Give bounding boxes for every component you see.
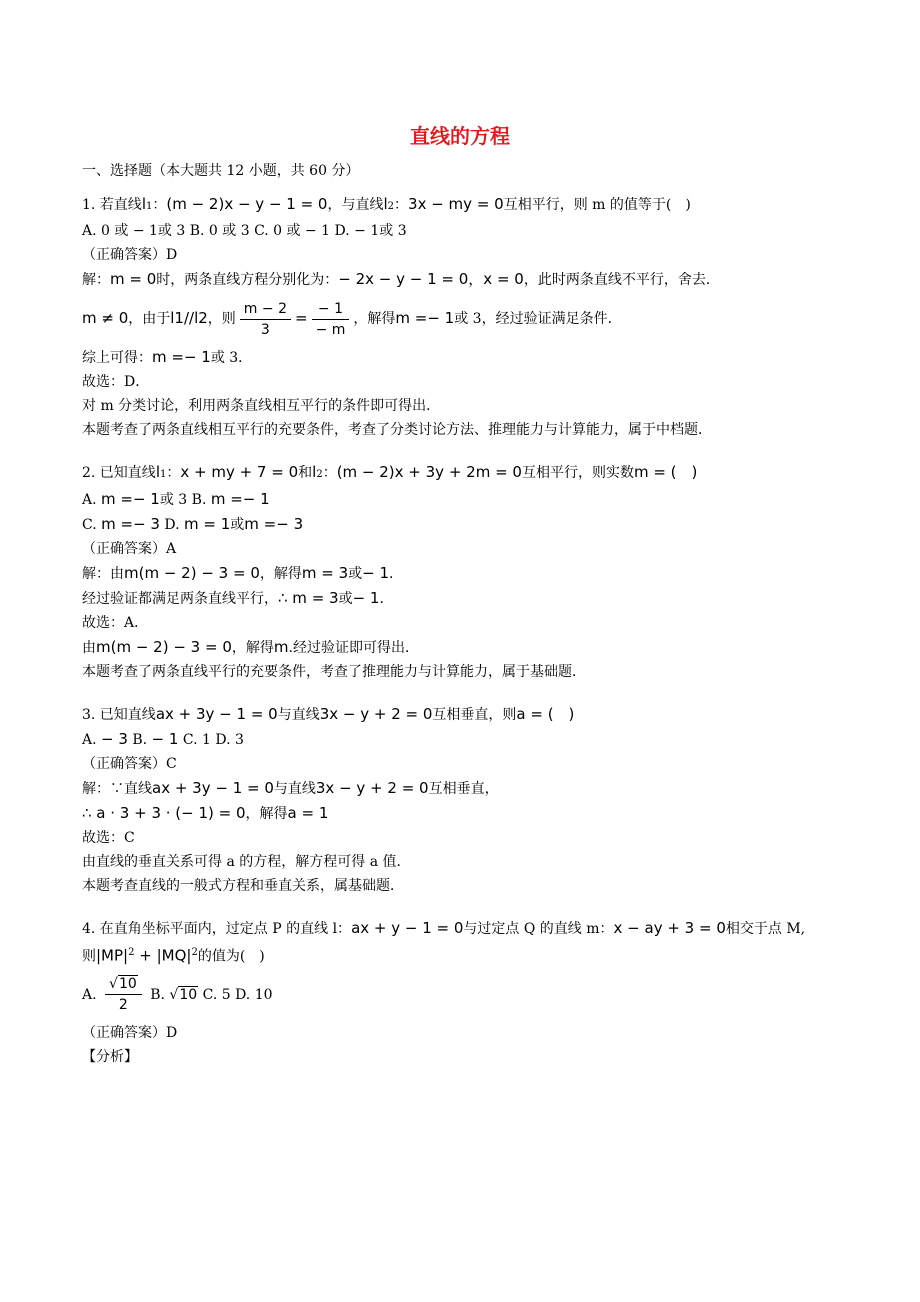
stem-text: 3. 已知直线 [82, 707, 156, 723]
equation: (m − 2)x − y − 1 = 0 [166, 195, 328, 213]
solution-line: 故选：C [82, 830, 135, 846]
equals-sign: = [294, 309, 308, 327]
stem-text: ： [152, 197, 167, 213]
stem-text: 互相平行，则实数 [521, 465, 634, 481]
square-root: √10 [169, 986, 198, 1003]
section-header: 一、选择题（本大题共 12 小题，共 60 分） [82, 163, 360, 179]
stem-text: ： [166, 465, 181, 481]
text: ． [379, 591, 394, 607]
question-3-options [82, 727, 852, 752]
text: 解：由 [82, 566, 124, 582]
equation: |MP| [96, 946, 129, 965]
text: .经过验证即可得出． [288, 640, 419, 656]
fraction [240, 299, 291, 340]
question-3-stem [82, 702, 852, 727]
equation: + |MQ| [134, 946, 192, 965]
text: 或 3，经过验证满足条件． [454, 311, 622, 327]
question-3-answer: （正确答案）C [82, 756, 177, 772]
question-2-answer: （正确答案）A [82, 541, 177, 557]
line-subscript: 1 [159, 469, 167, 480]
text: 或 [230, 517, 245, 533]
equation: (m − 2)x + 3y + 2m = 0 [336, 463, 522, 481]
solution-line: 由直线的垂直关系可得 a 的方程，解方程可得 a 值． [82, 854, 411, 870]
solution-line: 本题考查了两条直线平行的充要条件，考查了推理能力与计算能力，属于基础题． [82, 664, 586, 680]
solution-line: 本题考查直线的一般式方程和垂直关系，属基础题． [82, 878, 404, 894]
question-2-options-cd [82, 512, 852, 537]
equation: m =− 1 [210, 490, 270, 508]
text: 或 [348, 566, 363, 582]
option-label: A. [82, 732, 102, 748]
equation: a = 1 [287, 804, 329, 822]
option-label: B. [145, 986, 170, 1003]
text: 或 3． [210, 350, 253, 366]
solution-line [82, 292, 852, 345]
question-2-stem [82, 460, 852, 487]
option-label: C. 1 D. 3 [178, 732, 244, 748]
equation: m ≠ 0 [82, 309, 129, 327]
fraction-denominator: − m [315, 321, 346, 338]
text: ，解得 [353, 311, 396, 327]
stem-text: 与直线 [277, 707, 320, 723]
equation: m =− 1 [395, 309, 455, 327]
option-label: A. [82, 492, 102, 508]
fraction-denominator: 2 [118, 997, 128, 1014]
question-3 [82, 702, 852, 898]
question-4-answer: （正确答案）D [82, 1024, 178, 1041]
question-2 [82, 460, 852, 684]
equation: m = 1 [184, 515, 231, 533]
equation: m [273, 638, 289, 656]
equation: − 1 [151, 730, 179, 748]
question-2-options-ab [82, 487, 852, 512]
stem-text: ： [394, 197, 409, 213]
question-1 [82, 192, 852, 442]
equation: − 1 [352, 589, 380, 607]
text: 经过验证都满足两条直线平行， [82, 591, 278, 607]
stem-text: 互相垂直，则 [432, 707, 517, 723]
solution-line: 对 m 分类讨论，利用两条直线相互平行的条件即可得出． [82, 398, 441, 414]
equation: 3x − y + 2 = 0 [319, 705, 433, 723]
equation: ∴ a · 3 + 3 · (− 1) = 0 [82, 804, 246, 822]
stem-text: ，与直线 [327, 197, 384, 213]
equation: 3x − y + 2 = 0 [315, 779, 429, 797]
stem-text: 1. 若直线 [82, 197, 142, 213]
text: 由 [82, 640, 96, 656]
fraction [312, 299, 350, 340]
solution-line: 故选：A． [82, 615, 149, 631]
line-label: l [141, 195, 146, 213]
solution-line [82, 586, 852, 611]
solution-line: 本题考查了两条直线相互平行的充要条件，考查了分类讨论方法、推理能力与计算能力，属于中档题． [82, 422, 712, 438]
superscript: 2 [128, 947, 135, 958]
equation: m = ( ) [633, 463, 698, 481]
question-4-stem-cont [82, 941, 852, 969]
equation: m =− 1 [152, 348, 211, 366]
text: 时，两条直线方程分别化为： [156, 272, 339, 288]
text: ，解得 [245, 806, 288, 822]
radicand: 10 [179, 986, 198, 1003]
analysis-header: 【分析】 [82, 1048, 138, 1065]
equation: ax + 3y − 1 = 0 [152, 779, 274, 797]
superscript: 2 [191, 947, 198, 958]
option-label: C. 5 D. 10 [198, 986, 273, 1003]
solution-line [82, 345, 852, 370]
text: ． [389, 566, 404, 582]
equation: m =− 3 [101, 515, 160, 533]
line-label: l [312, 463, 317, 481]
fraction-numerator: − 1 [312, 299, 350, 320]
fraction-numerator: m − 2 [240, 299, 291, 320]
text: 互相垂直， [428, 781, 499, 797]
solution-line [82, 801, 852, 826]
text: ，此时两条直线不平行，舍去． [523, 272, 720, 288]
page-title: 直线的方程 [410, 124, 510, 148]
stem-text: 4. 在直角坐标平面内，过定点 P 的直线 l： [82, 921, 352, 937]
stem-text: 和 [298, 465, 313, 481]
line-subscript: 2 [316, 469, 323, 480]
questions-container [82, 192, 852, 1087]
equation: a = ( ) [516, 705, 575, 723]
line-label: l [155, 463, 160, 481]
equation: m = 0 [110, 270, 157, 288]
equation: m = 3 [301, 564, 349, 582]
text: ，解得 [259, 566, 302, 582]
text: 解：∵直线 [82, 781, 152, 797]
equation: ax + 3y − 1 = 0 [155, 705, 278, 723]
equation: m(m − 2) − 3 = 0 [96, 638, 232, 656]
stem-text: 的值为( ) [197, 948, 265, 965]
equation: m(m − 2) − 3 = 0 [124, 564, 260, 582]
question-1-answer: （正确答案）D [82, 247, 178, 263]
option-label: C. [82, 517, 102, 533]
fraction [105, 974, 142, 1015]
radicand: 10 [118, 976, 137, 993]
equation: − 1 [362, 564, 390, 582]
fraction-denominator: 3 [260, 321, 270, 338]
fraction-numerator: √10 [105, 974, 142, 995]
equation: − 2x − y − 1 = 0，x = 0 [338, 270, 524, 288]
equation: l1//l2 [170, 309, 208, 327]
solution-line [82, 267, 852, 292]
option-label: B. [127, 732, 152, 748]
equation: 3x − my = 0 [408, 195, 504, 213]
option-label: A. [82, 986, 102, 1003]
equation: m =− 3 [244, 515, 304, 533]
text: 或 [338, 591, 353, 607]
question-4-stem [82, 916, 852, 941]
line-subscript: 1 [145, 201, 153, 212]
equation: − 3 [101, 730, 128, 748]
text: ，解得 [231, 640, 274, 656]
equation: x + my + 7 = 0 [180, 463, 299, 481]
text: 与直线 [273, 781, 316, 797]
solution-line [82, 561, 852, 586]
question-1-options: A. 0 或 − 1或 3 B. 0 或 3 C. 0 或 − 1 D. − 1或 3 [82, 223, 407, 239]
stem-text: ： [322, 465, 337, 481]
solution-line: 故选：D． [82, 374, 150, 390]
line-subscript: 2 [387, 201, 395, 212]
stem-text: 2. 已知直线 [82, 465, 156, 481]
option-label: 或 3 B. [159, 492, 211, 508]
stem-text: 则 [82, 948, 96, 965]
stem-text: 相交于点 M, [725, 921, 806, 937]
equation: ax + y − 1 = 0 [351, 919, 464, 937]
equation: ∴ m = 3 [278, 589, 339, 607]
solution-line [82, 776, 852, 801]
text: ，则 [207, 311, 236, 327]
text: 综上可得： [82, 350, 152, 366]
equation: m =− 1 [101, 490, 160, 508]
line-label: l [383, 195, 388, 213]
question-4 [82, 916, 852, 1069]
text: ，由于 [128, 311, 171, 327]
text: 解： [82, 272, 110, 288]
stem-text: 与过定点 Q 的直线 m： [463, 921, 614, 937]
solution-line [82, 635, 852, 660]
equation: x − ay + 3 = 0 [613, 919, 726, 937]
question-4-options [82, 969, 852, 1021]
stem-text: 互相平行，则 m 的值等于( ) [503, 197, 691, 213]
question-1-stem [82, 192, 852, 219]
option-label: D. [159, 517, 185, 533]
